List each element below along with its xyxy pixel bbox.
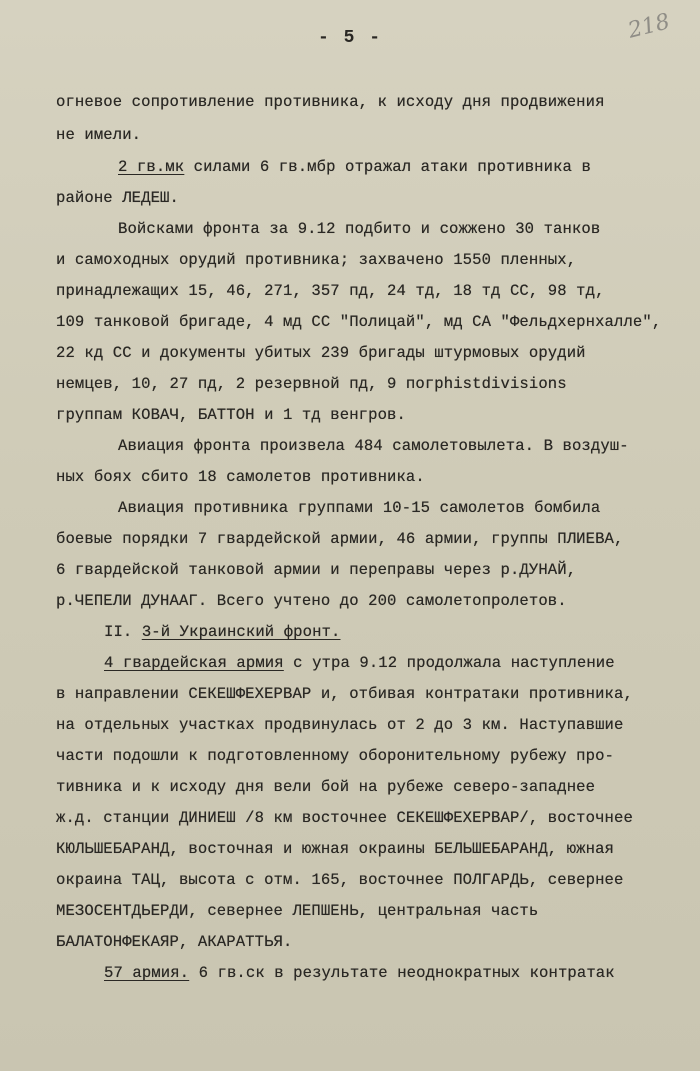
text-line: не имели.	[56, 126, 142, 144]
text-line: ных боях сбито 18 самолетов противника.	[56, 468, 425, 486]
text-line: районе ЛЕДЕШ.	[56, 189, 179, 207]
text-line: 109 танковой бригаде, 4 мд СС "Полицай", мд СА "Фельдхернхалле",	[56, 313, 662, 331]
text-line: части подошли к подготовленному оборонительному рубежу про-	[56, 747, 615, 765]
text-span: с утра 9.12 продолжала наступление	[283, 654, 615, 672]
section-heading	[104, 622, 700, 642]
text-line: группам КОВАЧ, БАТТОН и 1 тд венгров.	[56, 406, 406, 424]
text-line: 6 гвардейской танковой армии и переправы через р.ДУНАЙ,	[56, 561, 577, 579]
text-line: боевые порядки 7 гвардейской армии, 46 армии, группы ПЛИЕВА,	[56, 530, 624, 548]
text-line: Войсками фронта за 9.12 подбито и сожжено 30 танков	[118, 220, 601, 238]
text-span: 6 гв.ск в результате неоднократных контратак	[189, 964, 615, 982]
text-line: 22 кд СС и документы убитых 239 бригады штурмовых орудий	[56, 344, 586, 362]
text-line: Авиация фронта произвела 484 самолетовылета. В воздуш-	[118, 437, 629, 455]
text-line: МЕЗОСЕНТДЬЕРДИ, севернее ЛЕПШЕНЬ, центральная часть	[56, 902, 539, 920]
text-line: тивника и к исходу дня вели бой на рубеже северо-западнее	[56, 778, 596, 796]
unit-name: 2 гв.мк	[118, 158, 185, 176]
section-title: 3-й Украинский фронт.	[141, 623, 341, 641]
text-line	[118, 157, 700, 177]
text-line: БАЛАТОНФЕКАЯР, АКАРАТТЬЯ.	[56, 933, 293, 951]
text-line	[104, 653, 700, 673]
text-line: и самоходных орудий противника; захвачено 1550 пленных,	[56, 251, 577, 269]
section-number: II.	[104, 623, 142, 641]
unit-name: 4 гвардейская армия	[104, 654, 284, 672]
text-line: КЮЛЬШЕБАРАНД, восточная и южная окраины БЕЛЬШЕБАРАНД, южная	[56, 840, 615, 858]
text-line: р.ЧЕПЕЛИ ДУНААГ. Всего учтено до 200 самолетопролетов.	[56, 592, 567, 610]
archive-stamp-number: 218	[625, 9, 673, 44]
text-line: окраина ТАЦ, высота с отм. 165, восточнее ПОЛГАРДЬ, севернее	[56, 871, 624, 889]
text-line: на отдельных участках продвинулась от 2 до 3 км. Наступавшие	[56, 716, 624, 734]
unit-name: 57 армия.	[104, 964, 190, 982]
text-line	[104, 963, 700, 983]
text-span: силами 6 гв.мбр отражал атаки противника в	[184, 158, 591, 176]
text-line: огневое сопротивление противника, к исходу дня продвижения	[56, 93, 605, 111]
page-number: - 5 -	[317, 28, 382, 48]
text-line: в направлении СЕКЕШФЕХЕРВАР и, отбивая контратаки противника,	[56, 685, 633, 703]
text-line: ж.д. станции ДИНИЕШ /8 км восточнее СЕКЕШФЕХЕРВАР/, восточнее	[56, 809, 633, 827]
text-line: немцев, 10, 27 пд, 2 резервной пд, 9 погрhistdivisions	[56, 375, 567, 393]
text-line: Авиация противника группами 10-15 самолетов бомбила	[118, 499, 601, 517]
text-line: принадлежащих 15, 46, 271, 357 пд, 24 тд, 18 тд СС, 98 тд,	[56, 282, 605, 300]
